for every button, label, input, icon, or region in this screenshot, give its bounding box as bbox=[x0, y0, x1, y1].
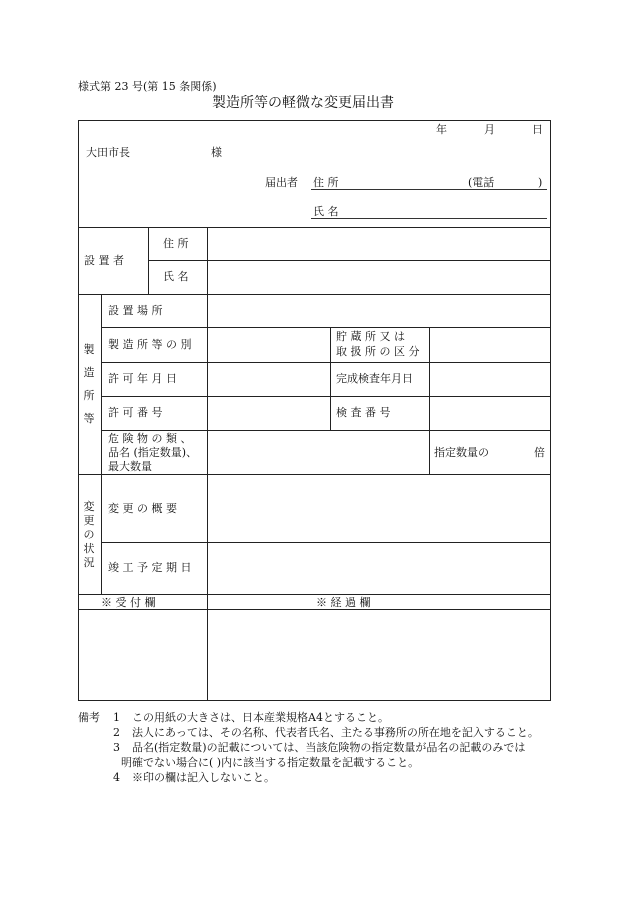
honorific: 様 bbox=[211, 146, 222, 159]
reception-label: ※ 受 付 欄 bbox=[101, 596, 156, 609]
facility-vertical-char: 等 bbox=[83, 412, 95, 425]
note-text: 品名(指定数量)の記載については、当該危険物の指定数量が品名の記載のみでは bbox=[132, 741, 526, 754]
permit-number-label: 許 可 番 号 bbox=[108, 406, 163, 419]
phone-close: ) bbox=[538, 176, 543, 189]
note-text-continued: 明確でない場合に( )内に該当する指定数量を記載すること。 bbox=[121, 756, 420, 769]
installer-address-label: 住 所 bbox=[163, 237, 189, 250]
note-text: 法人にあっては、その名称、代表者氏名、主たる事務所の所在地を記入すること。 bbox=[132, 726, 539, 739]
rule-change-end bbox=[78, 594, 551, 595]
notifier-address-label: 住 所 bbox=[313, 176, 339, 189]
inspection-date-label: 完成検査年月日 bbox=[336, 372, 413, 385]
hazmat-label-3: 最大数量 bbox=[108, 460, 152, 473]
note-number: 2 bbox=[113, 726, 120, 739]
installer-name-label: 氏 名 bbox=[163, 270, 189, 283]
inspection-number-label: 検 査 番 号 bbox=[336, 406, 391, 419]
facility-vertical-char: 所 bbox=[83, 389, 95, 402]
completion-date-label: 竣 工 予 定 期 日 bbox=[108, 561, 192, 574]
rule-right-label-col bbox=[429, 327, 430, 474]
change-vertical-char: 変 bbox=[83, 500, 95, 513]
note-number: 3 bbox=[113, 741, 120, 754]
date-year-label: 年 bbox=[436, 123, 447, 136]
date-day-label: 日 bbox=[532, 123, 543, 136]
rule-office-split bbox=[207, 594, 208, 701]
rule-label-col bbox=[207, 294, 208, 594]
addressee: 大田市長 bbox=[86, 146, 130, 159]
facility-vertical-label bbox=[82, 343, 96, 435]
rule-mid-col bbox=[330, 327, 331, 430]
rule-location bbox=[101, 327, 551, 328]
location-label: 設 置 場 所 bbox=[108, 304, 163, 317]
rule-installer-label-col bbox=[207, 227, 208, 294]
rule-permit-date bbox=[101, 396, 551, 397]
hazmat-label-2: 品名 (指定数量)、 bbox=[108, 446, 198, 459]
facility-vertical-char: 製 bbox=[83, 343, 95, 356]
rule-installer-end bbox=[78, 294, 551, 295]
note-text: この用紙の大きさは、日本産業規格A4とすること。 bbox=[132, 711, 389, 724]
change-vertical-char: 状 bbox=[83, 542, 95, 555]
installer-label: 設 置 者 bbox=[84, 254, 124, 267]
notes-heading: 備考 bbox=[78, 711, 100, 724]
rule-type bbox=[101, 362, 551, 363]
notifier-address-line[interactable] bbox=[311, 189, 547, 190]
rule-summary bbox=[101, 542, 551, 543]
rule-installer-split bbox=[148, 227, 149, 294]
progress-label: ※ 経 過 欄 bbox=[316, 596, 371, 609]
change-vertical-char: 更 bbox=[83, 514, 95, 527]
phone-label: (電話 bbox=[468, 176, 495, 189]
facility-vertical-char: 造 bbox=[83, 366, 95, 379]
note-number: 4 bbox=[113, 771, 120, 784]
change-vertical-char: の bbox=[83, 528, 95, 541]
note-number: 1 bbox=[113, 711, 120, 724]
change-vertical-char: 況 bbox=[83, 556, 95, 569]
permit-date-label: 許 可 年 月 日 bbox=[108, 372, 177, 385]
times-label: 倍 bbox=[534, 446, 545, 459]
rule-vertical-label-col bbox=[101, 294, 102, 594]
type-label: 製 造 所 等 の 別 bbox=[108, 338, 192, 351]
notifier-label: 届出者 bbox=[265, 176, 298, 189]
rule-facility-end bbox=[78, 474, 551, 475]
note-text: ※印の欄は記入しないこと。 bbox=[132, 771, 275, 784]
form-number: 様式第 23 号(第 15 条関係) bbox=[78, 80, 217, 93]
storage-label-1: 貯 蔵 所 又 は bbox=[336, 330, 405, 343]
rule-permit-number bbox=[101, 430, 551, 431]
change-summary-label: 変 更 の 概 要 bbox=[108, 502, 177, 515]
form-title: 製造所等の軽微な変更届出書 bbox=[212, 95, 394, 111]
date-month-label: 月 bbox=[484, 123, 495, 136]
notifier-name-line[interactable] bbox=[311, 218, 547, 219]
hazmat-label-1: 危 険 物 の 類 、 bbox=[108, 432, 192, 445]
storage-label-2: 取 扱 所 の 区 分 bbox=[336, 345, 420, 358]
change-vertical-label bbox=[82, 500, 96, 570]
designated-qty-label: 指定数量の bbox=[434, 446, 489, 459]
rule-installer-mid bbox=[148, 260, 551, 261]
notifier-name-label: 氏 名 bbox=[313, 205, 339, 218]
